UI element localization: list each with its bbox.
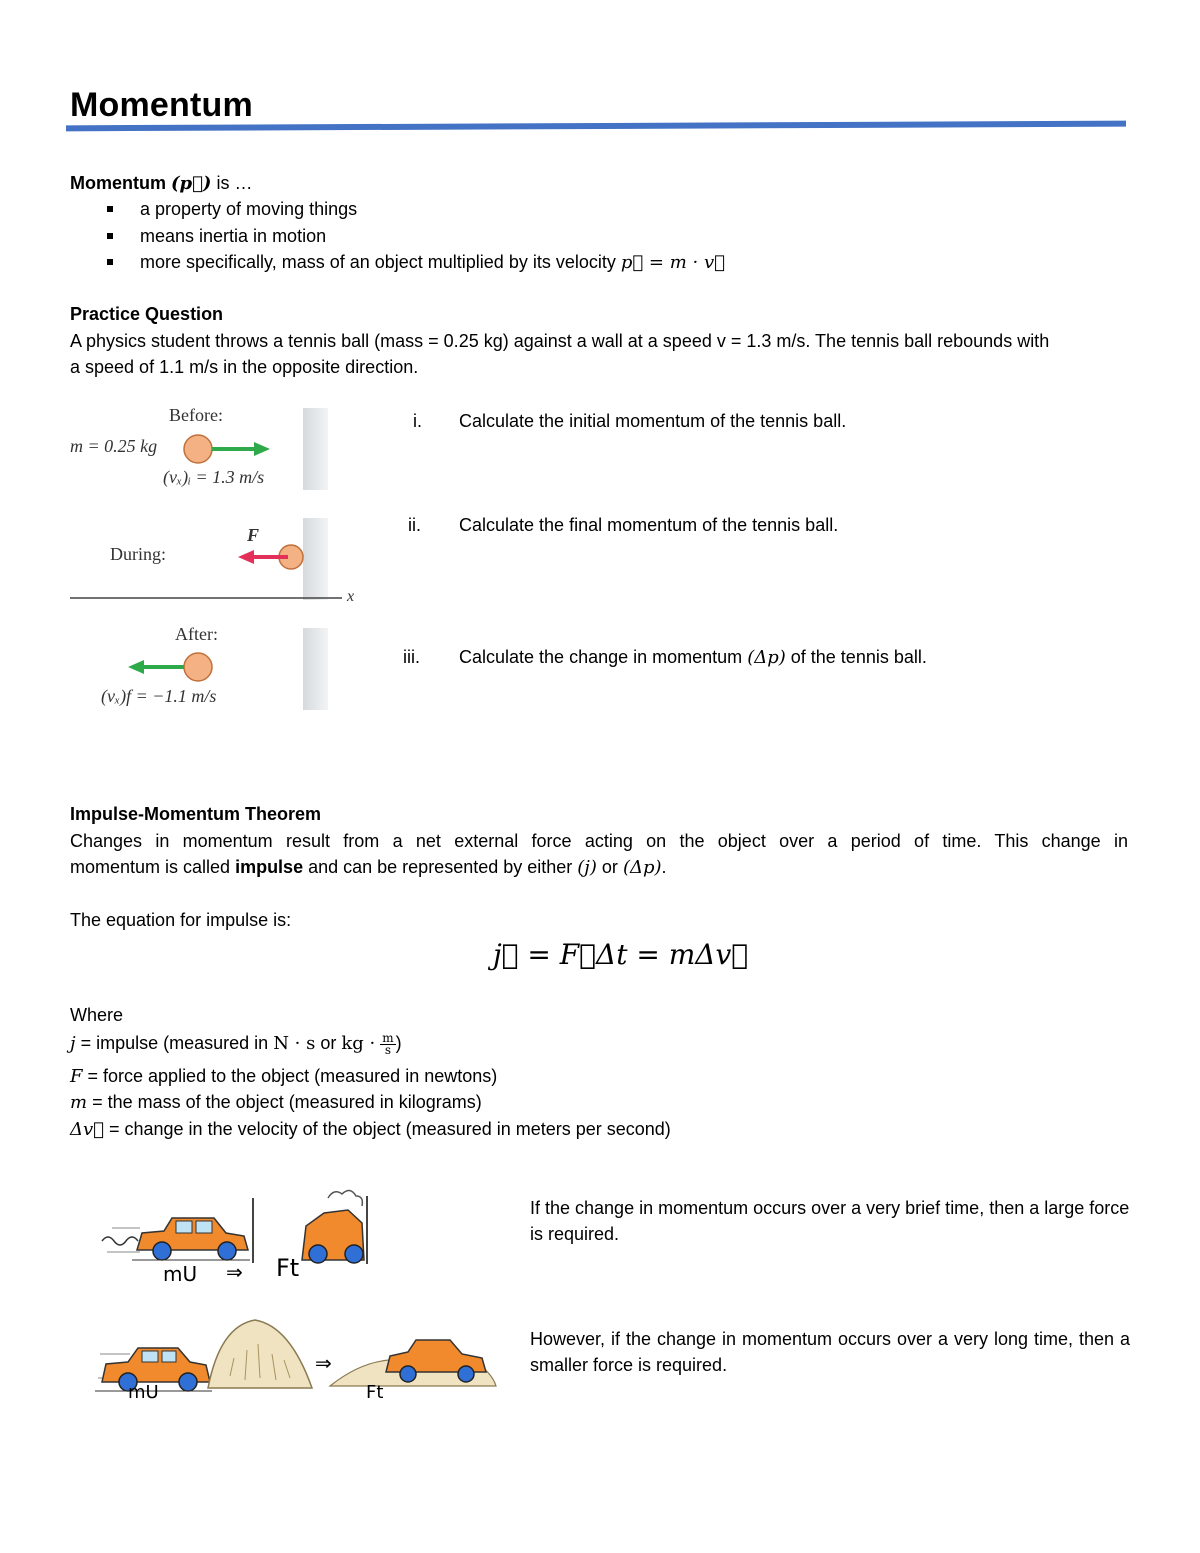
- wall-before: [303, 408, 328, 490]
- ball-before: [184, 435, 212, 463]
- velocity-arrowhead-before: [254, 442, 270, 456]
- impulse-equation: j⃗ = F⃗Δt = mΔv⃗: [493, 938, 749, 971]
- practice-text-line1: A physics student throws a tennis ball (mass = 0.25 kg) against a wall at a speed v = 1.3 m/s. The tennis ball rebounds with: [70, 331, 1050, 351]
- impulse-term: impulse: [235, 857, 304, 877]
- practice-text-line2: a speed of 1.1 m/s in the opposite direction.: [70, 357, 419, 377]
- equation-intro: The equation for impulse is:: [70, 910, 292, 930]
- ft-label-top: Ft: [276, 1254, 300, 1282]
- car-wheel: [218, 1242, 236, 1260]
- mv-label-bottom: mU: [128, 1382, 159, 1403]
- where-label: Where: [70, 1005, 124, 1025]
- initial-velocity-label: (vₓ)ᵢ = 1.3 m/s: [163, 467, 265, 487]
- after-label: After:: [175, 624, 218, 644]
- mass-label: m = 0.25 kg: [70, 436, 158, 456]
- impulse-text-line1: Changes in momentum result from a net external force acting on the object over a period of time. This change in: [70, 831, 1128, 851]
- smoke: [328, 1190, 362, 1206]
- brief-time-explanation: If the change in momentum occurs over a very brief time, then a large force is required.: [530, 1198, 1130, 1244]
- definition-lead: Momentum: [70, 173, 166, 193]
- force-arrowhead: [238, 550, 254, 564]
- list-item: a property of moving things: [70, 196, 725, 223]
- question-i: i. Calculate the initial momentum of the tennis ball.: [413, 411, 847, 431]
- practice-heading: Practice Question: [70, 304, 224, 324]
- during-label: During:: [110, 544, 166, 564]
- def-mass: m = the mass of the object (measured in kilograms): [70, 1092, 482, 1113]
- arrow-label-bottom: ⇒: [315, 1351, 332, 1375]
- def-impulse: j = impulse (measured in N · s or kg · $\frac{m}{s}$ ): [70, 1030, 402, 1057]
- definition-bullets: [70, 196, 725, 276]
- list-item: more specifically, mass of an object multiplied by its velocity p⃗ = m · v⃗: [70, 249, 725, 276]
- list-item: means inertia in motion: [70, 223, 725, 250]
- delta-p-symbol: (Δp): [747, 647, 786, 668]
- ft-label-bottom: Ft: [366, 1382, 384, 1403]
- long-time-explanation: However, if the change in momentum occurs over a very long time, then a smaller force is required.: [530, 1329, 1130, 1375]
- impulse-heading: Impulse-Momentum Theorem: [70, 804, 322, 824]
- mv-label-top: mU: [163, 1262, 198, 1286]
- ball-after: [184, 653, 212, 681]
- momentum-definition-heading: [70, 170, 252, 197]
- wall-during: [303, 518, 328, 600]
- axis-x-label: x: [347, 588, 355, 605]
- question-iii: iii. Calculate the change in momentum (Δp) of the tennis ball.: [403, 647, 927, 668]
- units-fraction: $\frac{m}{s}$: [382, 1030, 394, 1057]
- final-velocity-label: (vₓ)f = −1.1 m/s: [101, 686, 217, 706]
- page-title: Momentum: [70, 86, 253, 124]
- definition-suffix: is …: [211, 173, 253, 193]
- momentum-symbol: (p⃗): [171, 173, 212, 194]
- def-velocity-change: Δv⃗ = change in the velocity of the object (measured in meters per second): [70, 1119, 671, 1140]
- question-ii: ii. Calculate the final momentum of the tennis ball.: [408, 515, 839, 535]
- wall-after: [303, 628, 328, 710]
- motion-lines: [102, 1237, 138, 1245]
- car-wheel: [153, 1242, 171, 1260]
- def-force: F = force applied to the object (measured in newtons): [70, 1066, 498, 1087]
- force-label: F⃗: [247, 525, 274, 545]
- velocity-arrowhead-after: [128, 660, 144, 674]
- impulse-text-line2: momentum is called impulse and can be represented by either (j) or (Δp).: [70, 857, 667, 878]
- arrow-label-top: ⇒: [226, 1260, 243, 1284]
- before-label: Before:: [169, 405, 223, 425]
- momentum-formula: p⃗ = m · v⃗: [620, 252, 725, 273]
